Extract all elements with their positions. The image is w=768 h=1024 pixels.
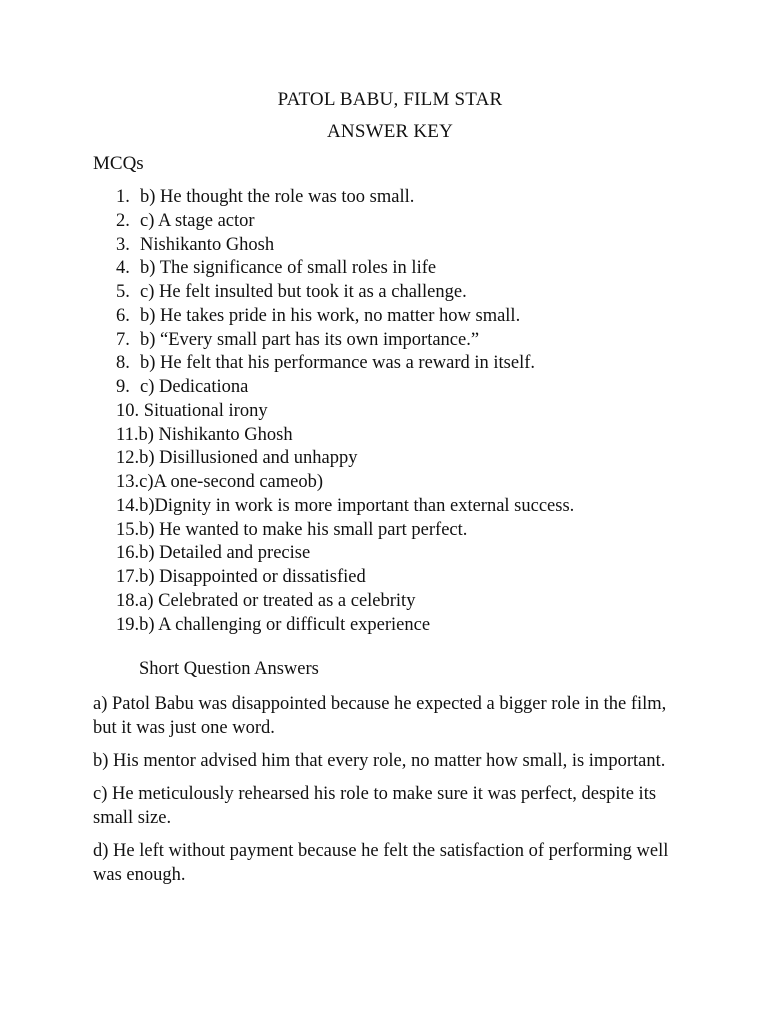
item-number: 5. [116,282,130,302]
item-number: 13. [116,472,140,492]
item-number: 4. [116,258,130,279]
item-number: 10. [116,400,140,421]
list-item [116,305,574,329]
short-answer: d) He left without payment because he felt the satisfaction of performing well was enough. [93,841,669,885]
item-number: 12. [116,448,140,469]
item-number: 15. [116,519,140,540]
item-number: 14. [116,495,140,516]
item-number: 3. [116,234,130,255]
item-text: Situational irony [139,400,268,421]
list-item [116,566,574,590]
item-text: b) He felt that his performance was a reward in itself. [140,353,536,374]
list-item [116,471,574,495]
list-item [116,257,574,281]
item-number: 16. [116,543,140,564]
list-item [116,400,574,424]
item-text: b) “Every small part has its own importance.” [140,329,480,350]
short-answer: c) He meticulously rehearsed his role to make sure it was perfect, despite its small size. [93,784,657,828]
item-text: c) He felt insulted but took it as a challenge. [140,282,467,302]
item-text: b) The significance of small roles in life [140,258,437,279]
item-text: b) He wanted to make his small part perfect. [139,519,468,540]
list-item [116,614,574,638]
item-number: 7. [116,329,130,350]
item-text: b) He thought the role was too small. [140,187,415,207]
list-item [116,210,574,234]
item-number: 8. [116,353,130,374]
short-answer: b) His mentor advised him that every role, no matter how small, is important. [93,751,666,771]
item-text: a) Celebrated or treated as a celebrity [139,590,416,611]
item-number: 6. [116,305,130,326]
list-item [116,281,574,305]
document-subtitle: ANSWER KEY [326,121,454,142]
list-item [116,234,574,258]
mcq-list [116,186,574,637]
item-number: 11. [116,424,139,445]
item-text: b) A challenging or difficult experience [139,614,431,635]
item-number: 19. [116,614,140,635]
item-number: 9. [116,377,130,397]
item-text: b) Nishikanto Ghosh [138,424,293,445]
list-item [116,376,574,400]
short-answer: a) Patol Babu was disappointed because he expected a bigger role in the film, but it was just one word. [93,694,667,738]
list-item [116,590,574,614]
short-answers [93,692,683,896]
list-item [116,447,574,471]
item-text: c)A one-second cameob) [139,472,324,492]
list-item [116,542,574,566]
item-number: 17. [116,567,140,587]
item-text: b) Detailed and precise [139,543,311,564]
list-item [116,519,574,543]
item-number: 18. [116,590,140,611]
item-text: c) A stage actor [140,210,255,231]
item-text: b) Disappointed or dissatisfied [139,567,366,587]
list-item [116,424,574,448]
item-text: c) Dedicationa [140,377,249,397]
item-text: Nishikanto Ghosh [140,234,275,255]
list-item [116,186,574,210]
list-item [116,329,574,353]
list-item [116,352,574,376]
list-item [116,495,574,519]
document-title: PATOL BABU, FILM STAR [277,89,503,110]
mcq-heading: MCQs [93,153,144,174]
item-number: 2. [116,210,130,231]
short-answers-heading: Short Question Answers [139,659,319,679]
item-number: 1. [116,187,130,207]
item-text: b) Disillusioned and unhappy [139,448,358,469]
item-text: b)Dignity in work is more important than external success. [139,495,575,516]
item-text: b) He takes pride in his work, no matter how small. [140,305,521,326]
